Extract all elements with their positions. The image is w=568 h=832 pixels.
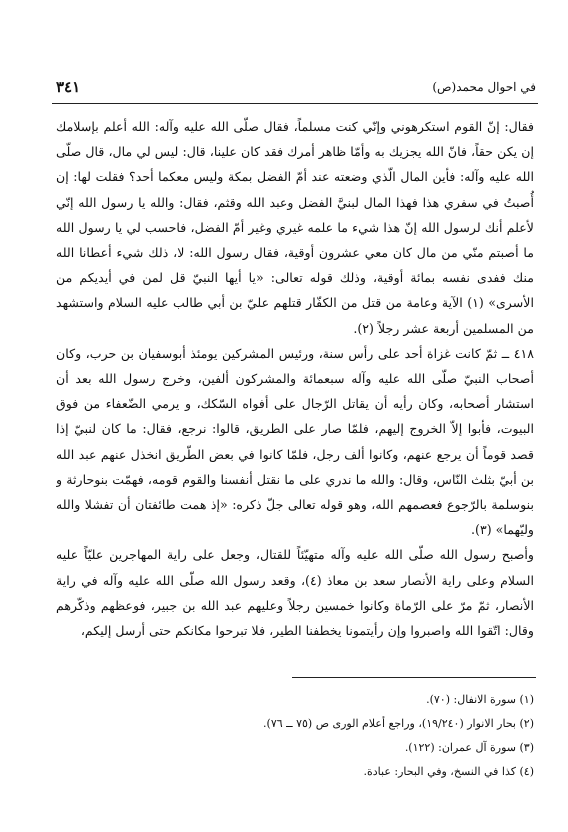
footnote-rule — [292, 677, 536, 678]
paragraph-1: فقال: إنّ القوم استكرهوني وإنّي كنت مسلماً، فقال صلّى الله عليه وآله: الله أعلم بإسلامك إن يكن حقاً، فانّ الله يجزيك به وأمّا ظاهر أمرك فقد كان علينا، قال: ليس لي مال، قال صلّى الله عليه وآله: فأين المال الّذي وضعته عند أمّ الفضل بمكة وليس معكما أحد؟ فقلت لها: إن أُصبتُ في سفري هذا فهذا المال لبنيَّ الفضل وعبد الله وقثم، فقال: والله يا رسول الله إنّي لأعلم أنك لرسول الله إنّ هذا شيء ما علمه غيري وغير أمّ الفضل، فاحسب لي يا رسول الله ما أصبتم منّي من مال كان معي عشرون أوقية، فقال رسول الله: لا، ذلك شيء أعطانا الله منك ففدى نفسه بمائة أوقية، وذلك قوله تعالى: «يا أيها النبيّ قل لمن في أيديكم من الأسرى» (١) الآية وعامة من قتل من الكفّار قتلهم عليّ بن أبي طالب عليه السلام واستشهد من المسلمين أربعة عشر رجلاً (٢). — [56, 119, 534, 336]
page-header — [52, 76, 538, 100]
footnote-4: (٤) كذا في النسخ، وفي البحار: عبادة. — [363, 765, 534, 778]
body-text — [56, 114, 534, 654]
footnote-1: (١) سورة الانفال: (٧٠). — [426, 693, 534, 706]
footnote-2: (٢) بحار الانوار (١٩/٢٤٠)، وراجع أعلام الورى ص (٧٥ ــ ٧٦). — [263, 717, 534, 730]
paragraph-2: ٤١٨ ــ ثمّ كانت غزاة أحد على رأس سنة، ورئيس المشركين يومئذ أبوسفيان بن حرب، وكان أصحاب النبيّ صلّى الله عليه وآله سبعمائة والمشركون ألفين، وخرج رسول الله بعد أن استشار أصحابه، وكان رأيه أن يقاتل الرّجال على أفواه السّكك، و يرمي الضّعفاء من فوق البيوت، فأبوا إلاّ الخروج إليهم، فلمّا صار على الطريق، قالوا: نرجع، فقال: ما كان لنبيّ إذا قصد قوماً أن يرجع عنهم، وكانوا ألف رجل، فلمّا كانوا في بعض الطّريق انخذل عنهم عبد الله بن أبيّ بثلث النّاس، وقال: والله ما ندري على ما نقتل أنفسنا والقوم قومه، فهمّت بنوحارثة و بنوسلمة بالرّجوع فعصمهم الله، وهو قوله تعالى جلّ ذكره: «إذ همت طائفتان أن تفشلا والله وليّهما» (٣). — [56, 345, 534, 538]
page-number: ٣٤١ — [56, 78, 81, 96]
footnotes — [56, 688, 534, 784]
paragraph-3: وأصبح رسول الله صلّى الله عليه وآله متهيّئاً للقتال، وجعل على راية المهاجرين عليّاً عليه السلام وعلى راية الأنصار سعد بن معاذ (٤)، وقعد رسول الله صلّى الله عليه وآله في راية الأنصار، ثمّ مرّ على الرّماة وكانوا خمسين رجلاً وعليهم عبد الله بن جبير، فوعظهم وذكّرهم وقال: اتّقوا الله واصبروا وإن رأيتمونا يخطفنا الطير، فلا تبرحوا مكانكم حتى أرسل إليكم، — [56, 547, 534, 639]
header-rule — [52, 103, 538, 104]
running-title: في احوال محمد(ص) — [432, 80, 536, 94]
footnote-3: (٣) سورة آل عمران: (١٢٢). — [404, 741, 534, 754]
